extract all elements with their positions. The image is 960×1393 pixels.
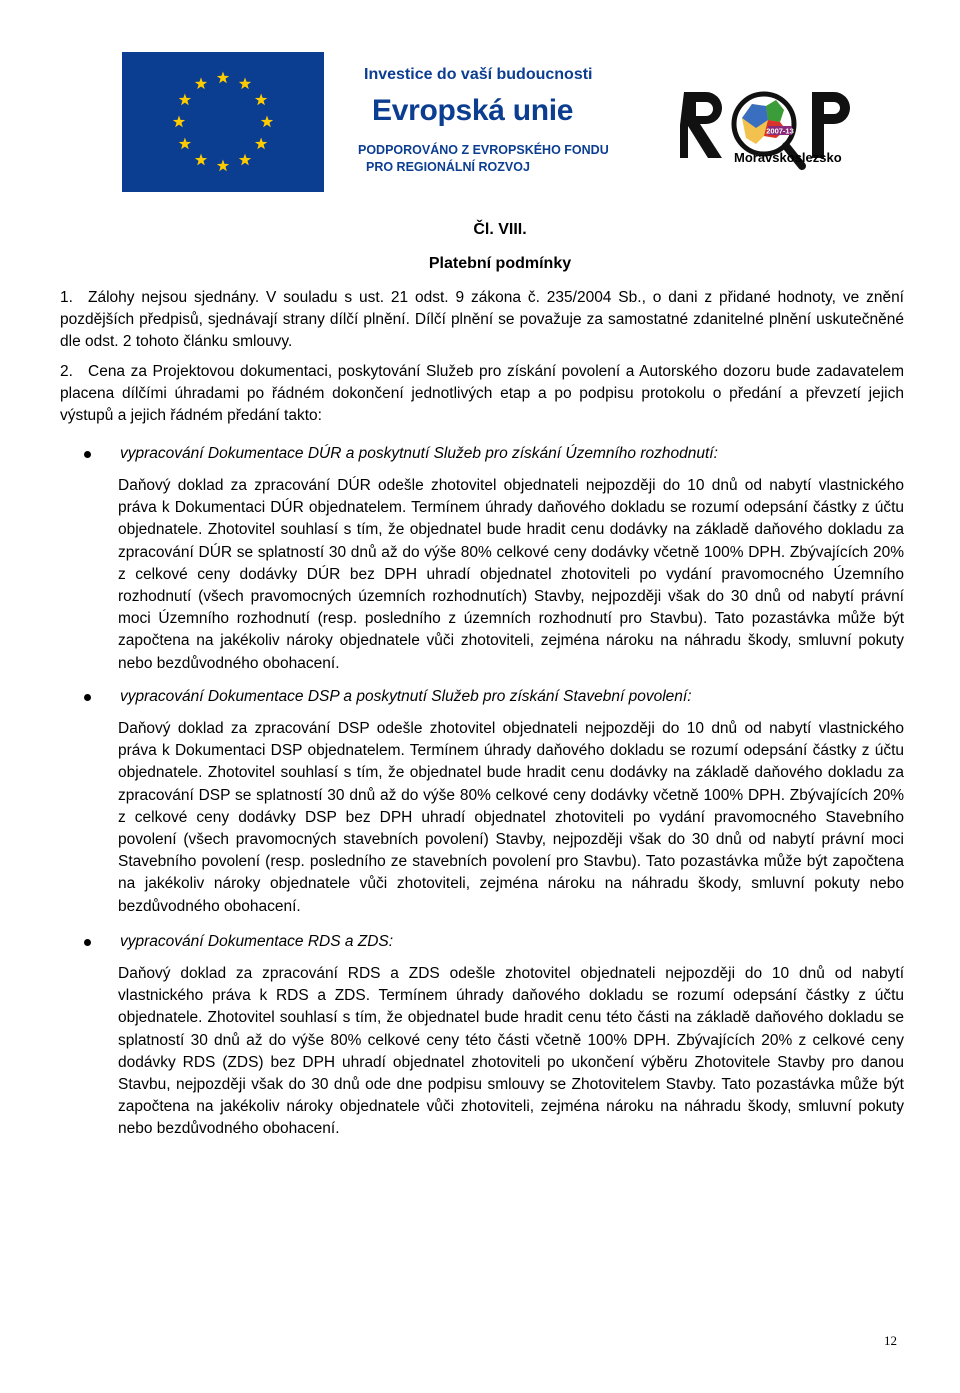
bullet-heading: vypracování Dokumentace RDS a ZDS:	[120, 933, 394, 950]
bullet-heading: vypracování Dokumentace DSP a poskytnutí Služeb pro získání Stavební povolení:	[120, 688, 692, 705]
paragraph-1	[60, 287, 904, 354]
page-number: 12	[884, 1333, 897, 1348]
bullet-text: Daňový doklad za zpracování RDS a ZDS odešle zhotovitel objednateli nejpozději do 10 dnů od nabytí vlastnického práva k RDS a ZDS. Termínem úhrady daňového dokladu se rozumí odepsání částky z účtu objednatele. Zhotovitel souhlasí s tím, že objednatel bude hradit cenu této části na základě daňového dokladu se splatností 30 dnů až do výše 80% celkové ceny této části včetně 100% DPH. Zbývajících 20% z celkové ceny dodávky RDS (ZDS) bez DPH uhradí objednatel zhotoviteli po ukončení výběru Zhotovitele Stavby pro danou Stavbu, nejpozději však do 30 dnů ode dne podpisu smlouvy se Zhotovitelem Stavby. Tato pozastávka může být započtena na jakékoliv nároky objednatele vůči zhotoviteli, zejména nároku na náhradu škody, smluvní pokuty nebo bezdůvodného obohacení.	[118, 965, 904, 1138]
eu-tagline: Investice do vaší budoucnosti	[364, 66, 593, 83]
rop-region-label: Moravskoslezsko	[734, 150, 842, 165]
eu-stars-icon	[122, 52, 324, 192]
bullet-heading: vypracování Dokumentace DÚR a poskytnutí Služeb pro získání Územního rozhodnutí:	[120, 445, 718, 462]
eu-fund-line-2: PRO REGIONÁLNÍ ROZVOJ	[366, 160, 530, 174]
article-number: Čl. VIII.	[473, 221, 527, 238]
eu-fund-text	[358, 142, 620, 176]
eu-title: Evropská unie	[372, 94, 574, 127]
paragraph-text: Zálohy nejsou sjednány. V souladu s ust. 21 odst. 9 zákona č. 235/2004 Sb., o dani z přidané hodnoty, ve znění pozdějších předpisů, sjednávají strany dílčí plnění. Dílčí plnění se považuje za samostatné zdanitelné plnění uskutečněné dle odst. 2 tohoto článku smlouvy.	[60, 289, 904, 351]
rop-logo	[680, 82, 880, 180]
bullet-text: Daňový doklad za zpracování DSP odešle zhotovitel objednateli nejpozději do 10 dnů od nabytí vlastnického práva k Dokumentaci DSP objednatelem. Termínem úhrady daňového dokladu se rozumí odepsání částky z účtu objednatele. Zhotovitel souhlasí s tím, že objednatel bude hradit cenu dodávky na základě daňového dokladu za zpracování DSP se splatností 30 dnů až do výše 80% celkové ceny dodávky včetně 100% DPH. Zbývajících 20% z celkové ceny dodávky DSP bez DPH uhradí objednatel zhotoviteli po vydání pravomocného Stavebního povolení (všech pravomocných stavebních povolení) Stavby, nejpozději však do 30 dnů od nabytí právní moci Stavebního povolení (resp. posledního ze stavebních povolení pro Stavbu). Tato pozastávka může být započtena na jakékoliv nároky objednatele vůči zhotoviteli, zejména nároku na náhradu škody, smluvní pokuty nebo bezdůvodného obohacení.	[118, 720, 904, 915]
bullet-icon	[84, 451, 91, 458]
paragraph-2	[60, 361, 904, 428]
bullet-icon	[84, 694, 91, 701]
article-title: Platební podmínky	[428, 255, 572, 272]
paragraph-number: 2.	[60, 363, 73, 380]
eu-text-block	[358, 66, 620, 176]
bullet-icon	[84, 939, 91, 946]
rop-period: 2007-13	[766, 126, 794, 136]
bullet-text: Daňový doklad za zpracování DÚR odešle zhotovitel objednateli nejpozději do 10 dnů od nabytí vlastnického práva k Dokumentaci DÚR objednatelem. Termínem úhrady daňového dokladu se rozumí odepsání částky z účtu objednatele. Zhotovitel souhlasí s tím, že objednatel bude hradit cenu dodávky na základě daňového dokladu za zpracování DÚR se splatností 30 dnů až do výše 80% celkové ceny dodávky včetně 100% DPH. Zbývajících 20% z celkové ceny dodávky DÚR bez DPH uhradí objednatel zhotoviteli po vydání pravomocného Územního rozhodnutí (všech pravomocných územních rozhodnutích) Stavby, nejpozději však do 30 dnů od nabytí právní moci Územního rozhodnutí (resp. posledního z územních rozhodnutí pro Stavbu). Tato pozastávka může být započtena na jakékoliv nároky objednatele vůči zhotoviteli, zejména nároku na náhradu škody, smluvní pokuty nebo bezdůvodného obohacení.	[118, 477, 904, 672]
eu-fund-line-1: PODPOROVÁNO Z EVROPSKÉHO FONDU	[358, 143, 609, 157]
rop-magnifier-icon	[680, 82, 880, 180]
paragraph-text: Cena za Projektovou dokumentaci, poskytování Služeb pro získání povolení a Autorského dozoru bude zadavatelem placena dílčími úhradami po řádném dokončení jednotlivých etap a po podpisu protokolu o předání a převzetí jejich výstupů a jejich řádném předání takto:	[60, 363, 904, 425]
paragraph-number: 1.	[60, 289, 73, 306]
eu-flag-logo	[122, 52, 324, 192]
